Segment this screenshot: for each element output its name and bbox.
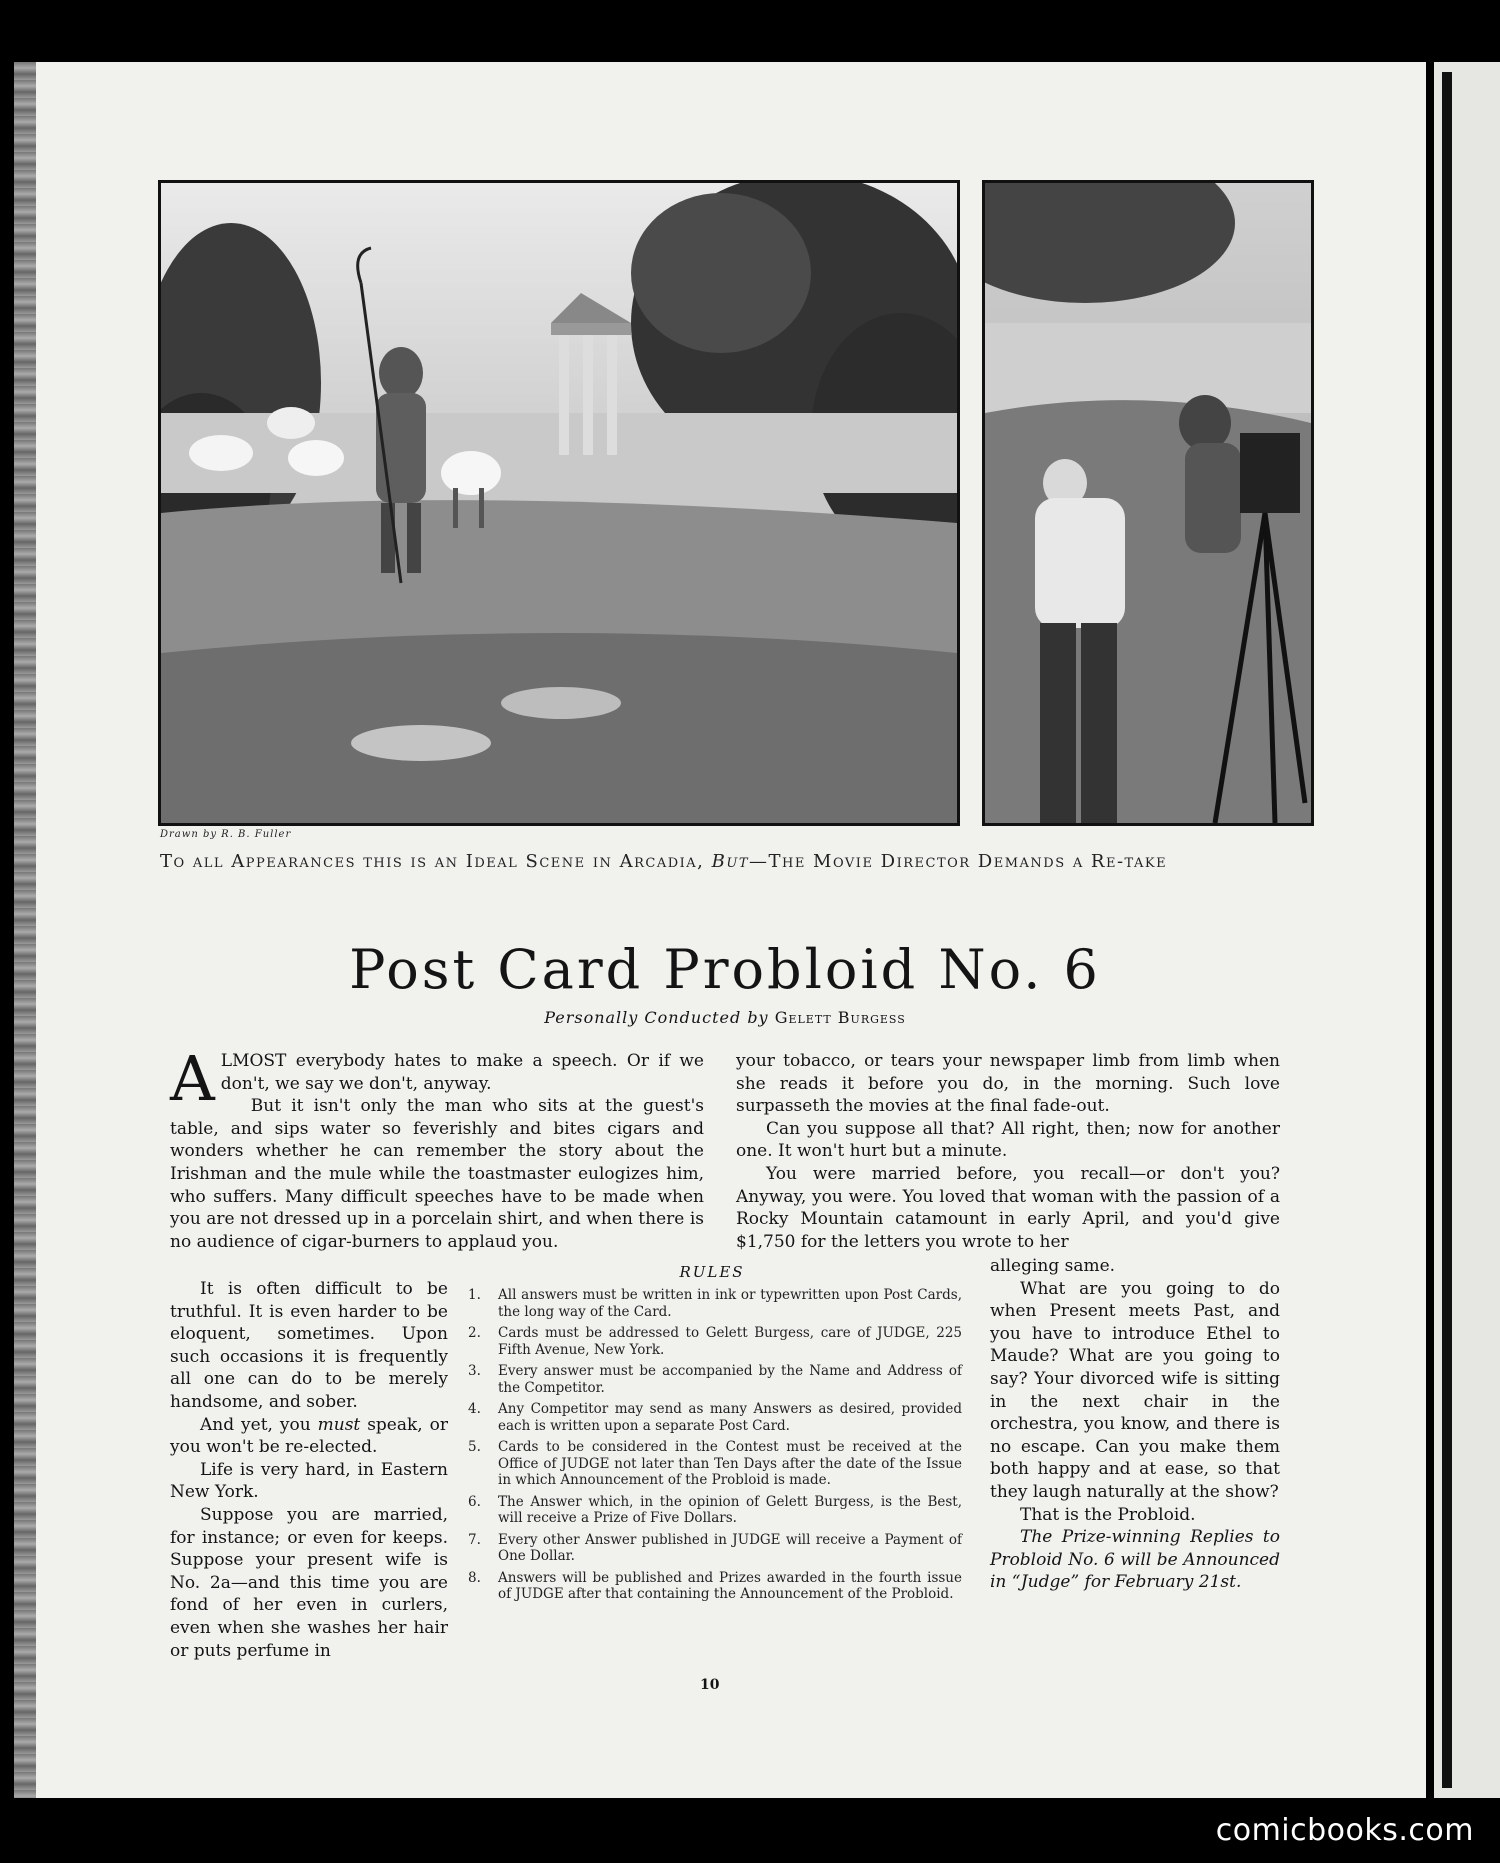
- rule-item: [462, 1439, 962, 1489]
- article-title: Post Card Probloid No. 6: [349, 938, 1101, 1001]
- page-number: 10: [700, 1677, 720, 1693]
- paragraph: That is the Probloid.: [1020, 1504, 1196, 1525]
- rule-number: 7.: [468, 1531, 481, 1548]
- rule-item: [462, 1494, 962, 1527]
- paragraph: Suppose you are married, for instance; or even for keeps. Suppose your present wife is No. 2a—and this time you are fond of her even in curlers, even when she washes her hair or puts perfume in: [170, 1504, 448, 1661]
- caption-main: To all Appearances this is an Ideal Scene in Arcadia,: [160, 851, 712, 872]
- rule-number: 5.: [468, 1439, 481, 1455]
- byline-italic: Personally Conducted by: [544, 1008, 769, 1027]
- paragraph: It is often difficult to be truthful. It is even harder to be eloquent, sometimes. Upon such occasions it is frequently all one can do to be merely handsome, and sober.: [170, 1279, 448, 1412]
- rule-item: [462, 1363, 962, 1396]
- paragraph: [170, 1414, 448, 1459]
- caption-rest: —The Movie Director Demands a Re-take: [749, 851, 1168, 872]
- rule-text: The Answer which, in the opinion of Gelett Burgess, is the Best, will receive a Prize of Five Dollars.: [498, 1493, 962, 1526]
- rule-item: [462, 1570, 962, 1603]
- paragraph: [170, 1042, 704, 1115]
- caption-but: But: [711, 851, 749, 872]
- movie-director-illustration: [982, 180, 1314, 826]
- rule-text: Answers will be published and Prizes awarded in the fourth issue of JUDGE after that containing the Announcement of the Probloid.: [498, 1569, 962, 1602]
- article-byline: [380, 1008, 1070, 1027]
- paragraph: Life is very hard, in Eastern New York.: [170, 1459, 448, 1503]
- paragraph-text: LMOST everybody hates to make a speech. Or if we don't, we say we don't, anyway.: [220, 1051, 704, 1094]
- emphasis: must: [317, 1414, 361, 1435]
- rule-number: 1.: [468, 1287, 481, 1303]
- paragraph: alleging same.: [990, 1256, 1116, 1276]
- rule-text: Every other Answer published in JUDGE will receive a Payment of One Dollar.: [498, 1531, 962, 1564]
- paragraph: You were married before, you recall—or don't you? Anyway, you were. You loved that woman with the passion of a Rocky Mountain catamount in early April, and you'd give $1,750 for the letters you wrote to her: [736, 1163, 1280, 1252]
- next-page-edge: [1434, 62, 1500, 1798]
- rule-text: Every answer must be accompanied by the Name and Address of the Competitor.: [498, 1363, 962, 1396]
- rule-text: All answers must be written in ink or typewritten upon Post Cards, the long way of the Card.: [498, 1287, 962, 1320]
- paragraph-text: speak, or you won't be re-elected.: [170, 1414, 448, 1458]
- paragraph: Can you suppose all that? All right, then; now for another one. It won't hurt but a minute.: [736, 1118, 1280, 1162]
- drop-cap: A: [170, 1042, 215, 1115]
- rule-item: [462, 1325, 962, 1358]
- rule-number: 3.: [468, 1363, 481, 1379]
- paragraph: What are you going to do when Present meets Past, and you have to introduce Ethel to Maude? What are you going to say? Your divorced wife is sitting in the next chair in the orchestra, you know, and there is no escape. Can you make them both happy and at ease, so that they laugh naturally at the show?: [990, 1278, 1280, 1502]
- rules-heading: RULES: [679, 1263, 745, 1281]
- paragraph: But it isn't only the man who sits at the guest's table, and sips water so feverishly and bites cigars and wonders whether he can remember the story about the Irishman and the mule while the toastmaster eulogizes him, who suffers. Many difficult speeches have to be made when you are not dressed up in a porcelain shirt, and when there is no audience of cigar-burners to applaud you.: [170, 1096, 704, 1252]
- byline-author: Gelett Burgess: [774, 1008, 906, 1027]
- rule-text: Cards must be addressed to Gelett Burgess, care of JUDGE, 225 Fifth Avenue, New York.: [498, 1325, 962, 1358]
- rule-text: Cards to be considered in the Contest must be received at the Office of JUDGE not later than Ten Days after the date of the Issue in which Announcement of the Probloid is made.: [498, 1439, 962, 1488]
- column-2-top: [736, 1050, 1280, 1253]
- rule-text: Any Competitor may send as many Answers as desired, provided each is written upon a separate Post Card.: [498, 1401, 962, 1434]
- illustration-credit: Drawn by R. B. Fuller: [160, 829, 292, 840]
- rule-number: 2.: [468, 1325, 481, 1341]
- prize-announcement: The Prize-winning Replies to Probloid No. 6 will be Announced in “Judge” for February 21st.: [990, 1527, 1280, 1593]
- rule-number: 4.: [468, 1401, 481, 1417]
- rule-number: 8.: [468, 1569, 481, 1586]
- arcadia-illustration: [158, 180, 960, 826]
- site-watermark: comicbooks.com: [1215, 1813, 1474, 1848]
- column-1-bottom: [170, 1278, 448, 1662]
- rule-item: [462, 1401, 962, 1434]
- paragraph-text: And yet, you: [200, 1414, 318, 1435]
- rules-box: [462, 1263, 962, 1608]
- paragraph: your tobacco, or tears your newspaper limb from limb when she reads it before you do, in the morning. Such love surpasseth the movies at the final fade-out.: [736, 1051, 1280, 1117]
- rule-number: 6.: [468, 1493, 481, 1510]
- illustration-caption: [160, 851, 1292, 872]
- binding-edge: [14, 62, 36, 1798]
- column-1-top: [170, 1042, 704, 1253]
- rule-item: [462, 1532, 962, 1565]
- rule-item: [462, 1287, 962, 1320]
- column-3-bottom: [990, 1255, 1280, 1594]
